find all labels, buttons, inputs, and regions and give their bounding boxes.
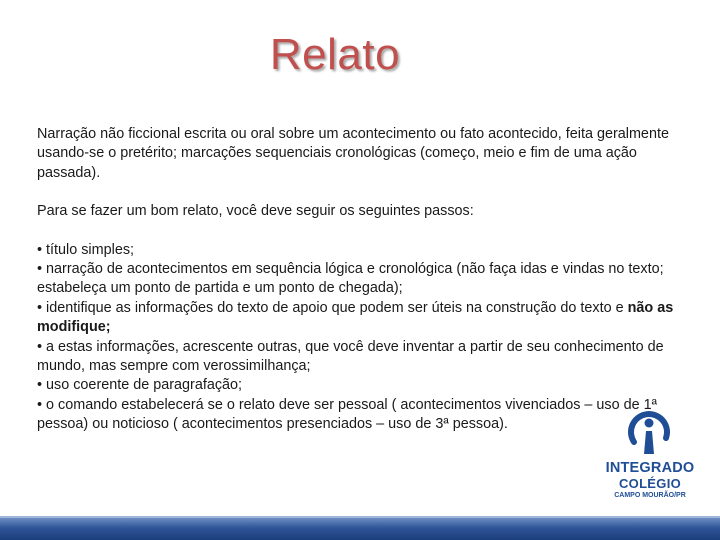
- step-item: • título simples;: [37, 241, 135, 258]
- footer-bar: [0, 518, 720, 540]
- slide-title: Relato: [269, 30, 401, 79]
- step-emphasis: não as modifique;: [37, 299, 674, 336]
- step-item: [37, 299, 697, 338]
- step-item: • uso coerente de paragrafação;: [37, 377, 243, 394]
- logo-city: CAMPO MOURÃO/PR: [614, 492, 686, 499]
- integrado-logo-icon: [624, 408, 676, 460]
- logo-brand: INTEGRADO: [605, 460, 695, 476]
- step-text: • identifique as informações do texto de apoio que podem ser úteis na construção do texto e: [37, 299, 628, 316]
- definition-paragraph: Narração não ficcional escrita ou oral sobre um acontecimento ou fato acontecido, feita geralmente usando-se o pretérito; marcações sequenciais cronológicas (começo, meio e fim de uma ação passada).: [37, 126, 669, 181]
- step-item: • a estas informações, acrescente outras, que você deve inventar a partir de seu conhecimento de mundo, mas sempre com verossimilhança;: [37, 338, 664, 375]
- slide-body: [37, 125, 697, 435]
- intro-paragraph: Para se fazer um bom relato, você deve seguir os seguintes passos:: [37, 203, 474, 220]
- step-item: • o comando estabelecerá se o relato deve ser pessoal ( acontecimentos vivenciados – uso de 1ª pessoa) ou noticioso ( acontecimentos presenciados – uso de 3ª pessoa).: [37, 396, 657, 433]
- logo-sub: COLÉGIO: [618, 476, 682, 491]
- step-item: • narração de acontecimentos em sequência lógica e cronológica (não faça idas e vindas no texto; estabeleça um ponto de partida e um ponto de chegada);: [37, 261, 664, 297]
- school-logo: [600, 408, 700, 498]
